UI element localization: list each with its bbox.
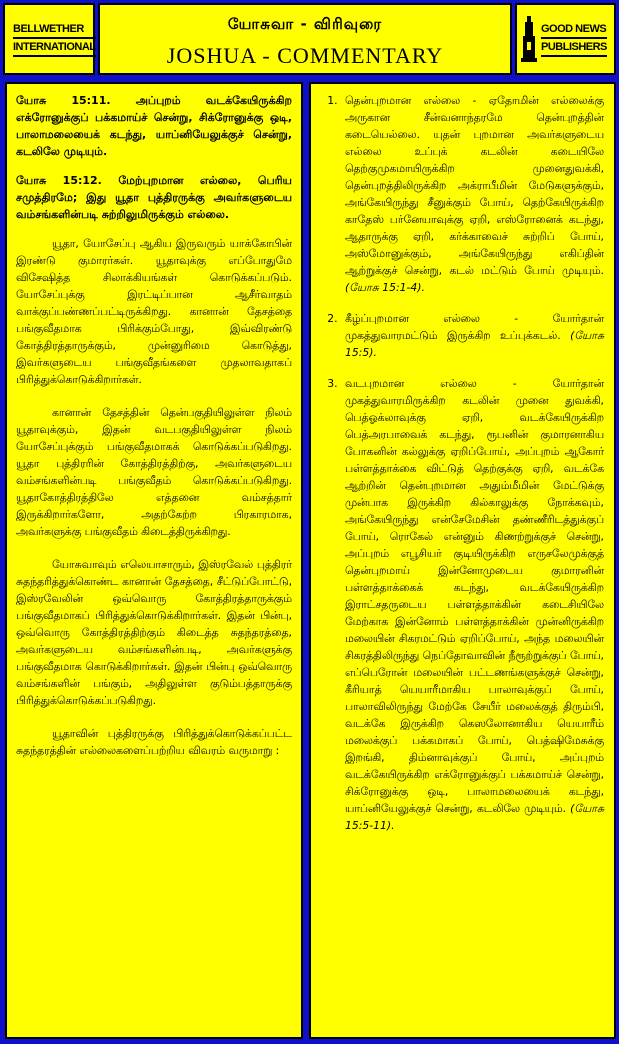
commentary-paragraph: யோசுவாவும் எலெயாசாரும், இஸ்ரவேல் புத்திரர் சுதந்தரித்துக்கொண்ட கானான் தேசத்தை, சீட்டுப்போட்டு, இஸ்ரவேலின் ஒவ்வொரு கோத்திரத்தாருக்கும் பங்குவீதமாகப் பிரித்துக்கொடுக்கிறார்கள். இதன் பின்பு, ஒவ்வொரு கோத்திரத்திற்கும் கிடைத்த சுதந்தரத்தை, அவர்களுடைய வம்சங்களின்படி, அவர்களுக்கு பங்குவீதமாக கொடுக்கிறார்கள். இதன் பின்பு ஒவ்வொரு வம்சங்களின் பங்கும், அதிலுள்ள குடும்பத்தாருக்கு பிரித்துக்கொடுக்கப்படுகிறது.: [16, 558, 292, 707]
point-text: கீழ்ப்புறமான எல்லை - யோர்தான் முகத்துவாரமட்டும் இருக்கிற உப்புக்கடல்.: [345, 312, 604, 342]
boundary-list: [317, 92, 604, 834]
page-title: [98, 3, 512, 75]
right-column: [309, 82, 616, 1039]
logo-right-line2: PUBLISHERS: [541, 39, 607, 57]
bell-tower-icon: [521, 14, 537, 64]
logo-left-line2: INTERNATIONAL: [13, 39, 96, 57]
title-english: JOSHUA - COMMENTARY: [166, 43, 444, 68]
scripture-reference: (யோசு 15:5-11).: [345, 802, 604, 832]
point-text: வடபுறமான எல்லை - யோர்தான் முகத்துவாரமிருக்கிற கடலின் முனை துவக்கி, பெத்ஓக்லாவுக்கு ஏறி, வடக்கேயிருக்கிற பெத்அரபாவைக் கடந்து, ரூபனின் குமாரனாகிய போகனின் கல்லுக்கு ஏறிப்போய், அப்புறம் ஆகோர் பள்ளத்தாக்கை விட்டுத் தெற்குக்கு ஏறி, வடக்கே ஆற்றின் தென்புறமான அதும்மீமின் மேட்டுக்கு முன்பாக இருக்கிற கில்காலுக்கு நோக்கவும், அங்கேயிருந்து என்சேமேசின் தண்ணீரிடத்துக்குப் போய், ரொகேல் என்னும் கிணற்றுக்குச் சென்று, அப்புறம் எபூசியர் குடியிருக்கிற எருசலேமுக்குத் தென்புறமாய் இன்னோமுடைய குமாரனின் பள்ளத்தாக்கைக் கடந்து, வடக்கேயிருக்கிற இராட்சதருடைய பள்ளத்தாக்கின் கடைசியிலே மேற்காக இன்னோம் பள்ளத்தாக்கின் முன்னிருக்கிற மலையின் சிகரமட்டும் ஏறிப்போய், அந்த மலையின் சிகரத்திலிருந்து நெப்தோவாவின் நீரூற்றுக்குப் போய், எப்பெரோன் மலையின் பட்டணங்களுக்குச் சென்று, கீரியாத் யெயாரீமாகிய பாலாவுக்குப் போய், பாலாவிலிருந்து மேற்கே சேயீர் மலைக்குத் திரும்பி, வடக்கே இருக்கிற கெஸலோனாகிய யெயாரீம் மலைக்குப் பக்கமாகப் போய், பெத்ஷிமேசுக்கு இறங்கி, திம்னாவுக்குப் போய், அப்புறம் வடக்கேயிருக்கிற எக்ரோனுக்குப் பக்கமாய்ச் சென்று, சிக்ரோனுக்கு ஒடி, பாலாமலையைக் கடந்து, யாப்னியேலுக்குச் சென்று, கடலிலே முடியும்.: [345, 377, 604, 815]
list-item: [341, 375, 604, 834]
scripture-reference: (யோசு 15:1-4).: [345, 281, 425, 294]
commentary-paragraph: கானான் தேசத்தின் தென்பகுதியிலுள்ள நிலம் யூதாவுக்கும், இதன் வடபகுதியிலுள்ள நிலம் யோசேப்புக்கும் பங்குவீதமாகக் கொடுக்கப்படுகிறது. யூதா புத்திரரின் கோத்திரத்திற்கு, அவர்களுடைய வம்சங்களின்படி பங்குவீதம் கொடுக்கப்படுகிறது. யூதாகோத்திரத்திலே எத்தனை வம்சத்தார் இருக்கிறார்களோ, அதற்கேற்ற பிரகாரமாக, அவர்களுக்கு பங்குவீதம் கிடைத்திருக்கிறது.: [16, 406, 292, 538]
list-item: [341, 92, 604, 296]
bellwether-logo: [3, 3, 95, 75]
good-news-logo: [515, 3, 616, 75]
title-tamil: யோசுவா - விரிவுரை: [227, 15, 383, 33]
list-item: [341, 310, 604, 361]
commentary-paragraph: யூதாவின் புத்திரருக்கு பிரித்துக்கொடுக்கப்பட்ட சுதந்தரத்தின் எல்லைகளைப்பற்றிய விவரம் வருமாறு :: [16, 727, 292, 757]
left-column: [5, 82, 303, 1039]
verse-15-12: யோசு 15:12. மேற்புறமான எல்லை, பெரிய சமுத்திரமே; இது யூதா புத்திரருக்கு அவர்களுடைய வம்சங்களின்படி சுற்றிலுமிருக்கும் எல்லை.: [16, 174, 292, 221]
logo-right-line1: GOOD NEWS: [541, 21, 607, 39]
verse-15-11: யோசு 15:11. அப்புறம் வடக்கேயிருக்கிற எக்ரோனுக்குப் பக்கமாய்ச் சென்று, சிக்ரோனுக்கு ஒடி, பாலாமலையைக் கடந்து, யாப்னியேலுக்குச் சென்று, கடலிலே முடியும்.: [16, 94, 292, 158]
point-text: தென்புறமான எல்லை - ஏதோமின் எல்லைக்கு அருகான சீன்வனாந்தரமே தென்புறத்தின் கடையெல்லை. யுதன் புறமான அவர்களுடைய எல்லை உப்புக் கடலின் கடையிலே தெற்குமுகமாயிருக்கிற முனைதுவக்கி, தென்புறத்திலிருக்கிற அக்ராபீமின் மேடுகளுக்கும், அங்கேயிருந்து சீனுக்கும் போய், தெற்கேயிருக்கிற காதேஸ் பர்னேயாவுக்கு ஏறி, எஸ்ரோனைக் கடந்து, ஆதாருக்கு ஏறி, கர்க்காவைச் சுற்றிப் போய், அஸ்மோனுக்கும், அங்கேயிருந்து எகிப்தின் ஆற்றுக்குச் சென்று, கடல் மட்டும் போய் முடியும்.: [345, 94, 604, 277]
logo-left-line1: BELLWETHER: [13, 21, 96, 39]
commentary-paragraph: யூதா, யோசேப்பு ஆகிய இருவரும் யாக்கோபின் இரண்டு குமாரர்கள். யூதாவுக்கு எப்போதுமே விசேஷித்த சிலாக்கியங்கள் கொடுக்கப்படும். யோசேப்புக்கு இரட்டிப்பான ஆசீர்வாதம் வாக்குப்பண்ணப்பட்டிருக்கிறது. கானான் தேசத்தை பங்குவீதமாக பிரிக்கும்போது, இவ்விரண்டு கோத்திரத்தாருக்கும், முன்னுரிமை கொடுத்து, இவர்களுடைய பங்குவீதங்களை முதலாவதாகப் பிரித்துக்கொடுக்கிறார்கள்.: [16, 237, 292, 386]
scripture-reference: (யோசு 15:5).: [345, 329, 604, 359]
